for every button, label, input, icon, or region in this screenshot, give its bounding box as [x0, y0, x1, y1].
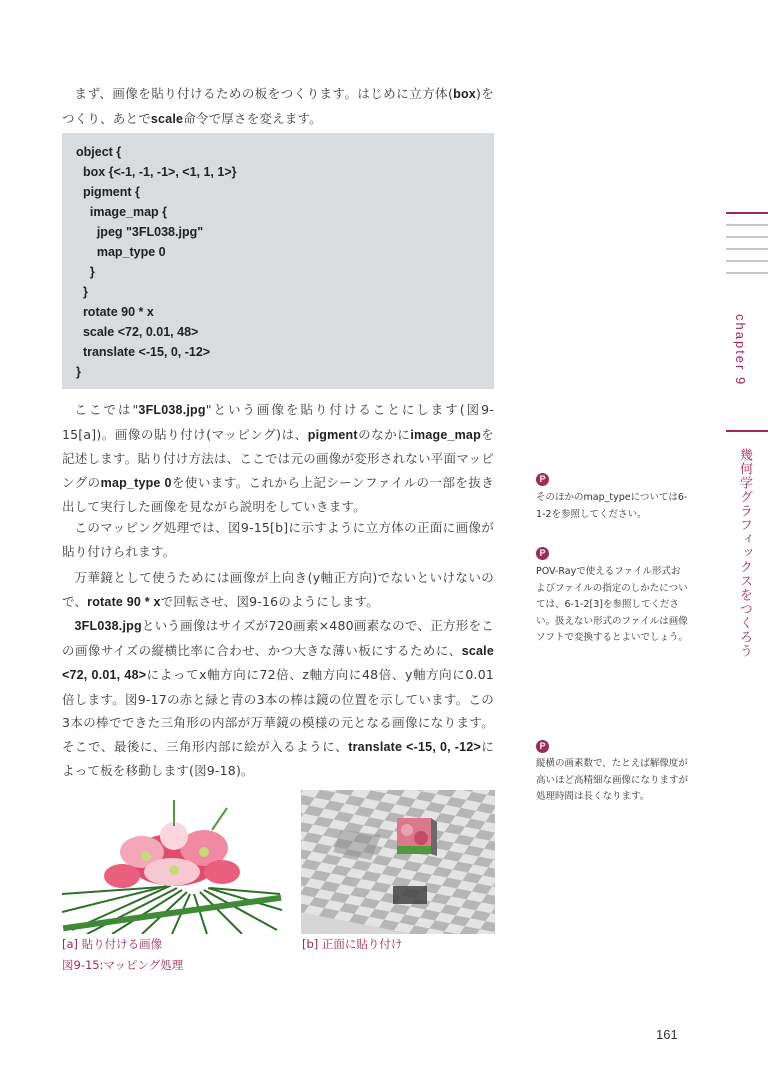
caption-b: [b] 正面に貼り付け: [302, 937, 403, 951]
code-line: rotate 90 * x: [76, 305, 154, 319]
tab-divider: [726, 430, 768, 432]
side-note: そのほかのmap_typeについては6-1-2を参照してください。: [536, 492, 688, 520]
image-map-keyword: image_map: [410, 427, 481, 442]
paragraph-mapping: ここでは"3FL038.jpg"という画像を貼り付けることにします(図9-15[a])。画像の貼り付け(マッピング)は、pigmentのなかにimage_mapを記述します。貼り付け方法は、ここでは元の画像が変形されない平面マッピングのmap_type 0を使います。これから上記シーンファイルの一部を抜き出して実行した画像を見ながら説明をしていきます。: [62, 402, 495, 514]
tab-line: [726, 260, 768, 262]
chapter-title: 幾何学グラフィックスをつくろう: [737, 448, 752, 658]
scale-keyword: scale <72, 0.01, 48>: [62, 643, 494, 682]
paragraph-front-face: このマッピング処理では、図9-15[b]に示すように立方体の正面に画像が貼り付けられます。: [62, 520, 494, 559]
scale-keyword: scale: [150, 111, 184, 126]
filename-keyword: 3FL038.jpg: [138, 403, 206, 417]
tab-line: [726, 248, 768, 250]
code-line: image_map {: [76, 205, 168, 219]
note-p-icon: P: [536, 473, 549, 486]
filename-keyword: 3FL038.jpg: [74, 619, 142, 633]
figure-caption: 図9-15:マッピング処理: [62, 958, 184, 972]
rotate-keyword: rotate 90 * x: [87, 594, 161, 609]
render-image: [301, 790, 495, 934]
tab-line: [726, 272, 768, 274]
pigment-keyword: pigment: [307, 427, 358, 442]
code-line: }: [76, 365, 81, 379]
code-line: object {: [76, 145, 122, 159]
code-line: jpeg "3FL038.jpg": [76, 225, 204, 239]
note-p-icon: P: [536, 547, 549, 560]
code-line: }: [76, 265, 95, 279]
tab-line: [726, 236, 768, 238]
caption-a: [a] 貼り付ける画像: [62, 937, 163, 951]
chapter-label: chapter 9: [733, 314, 748, 387]
code-line: map_type 0: [76, 245, 166, 259]
intro-paragraph: まず、画像を貼り付けるための板をつくります。はじめに立方体(box)をつくり、あとでscale命令で厚さを変えます。: [62, 86, 494, 126]
flower-image: [62, 790, 282, 934]
note-p-icon: P: [536, 740, 549, 753]
paragraph-rotate: 万華鏡として使うためには画像が上向き(y軸正方向)でないといけないので、rotate 90 * xで回転させ、図9-16のようにします。: [62, 570, 494, 609]
code-line: pigment {: [76, 185, 140, 199]
code-line: }: [76, 285, 88, 299]
side-note: 縦横の画素数で、たとえば解像度が高いほど高精細な画像になりますが処理時間は長くなります。: [536, 758, 689, 802]
code-line: scale <72, 0.01, 48>: [76, 325, 199, 339]
paragraph-scale-translate: 3FL038.jpgという画像はサイズが720画素×480画素なので、正方形をこの画像サイズの縦横比率に合わせ、かつ大きな薄い板にするために、scale <72, 0.01, 48>によってx軸方向に72倍、z軸方向に48倍、y軸方向に0.01倍します。図9-17の赤と緑と青の3本の棒は鏡の位置を示しています。この3本の棒でできた三角形の内部が万華鏡の模様の元となる画像になります。そこで、最後に、三角形内部に絵が入るように、translate <-15, 0, -12>によって板を移動します(図9-18)。: [62, 618, 495, 778]
translate-keyword: translate <-15, 0, -12>: [348, 739, 481, 754]
map-type-keyword: map_type 0: [100, 475, 172, 490]
tab-line: [726, 224, 768, 226]
code-block: [62, 133, 494, 389]
page-number: 161: [656, 1027, 678, 1042]
tab-line: [726, 212, 768, 214]
code-line: box {<-1, -1, -1>, <1, 1, 1>}: [76, 165, 237, 179]
code-line: translate <-15, 0, -12>: [76, 345, 211, 359]
side-note: POV-Rayで使えるファイル形式およびファイルの指定のしかたについては、6-1-2[3]を参照してください。扱えない形式のファイルは画像ソフトで変換するとよいでしょう。: [536, 566, 689, 643]
box-keyword: box: [453, 87, 476, 101]
